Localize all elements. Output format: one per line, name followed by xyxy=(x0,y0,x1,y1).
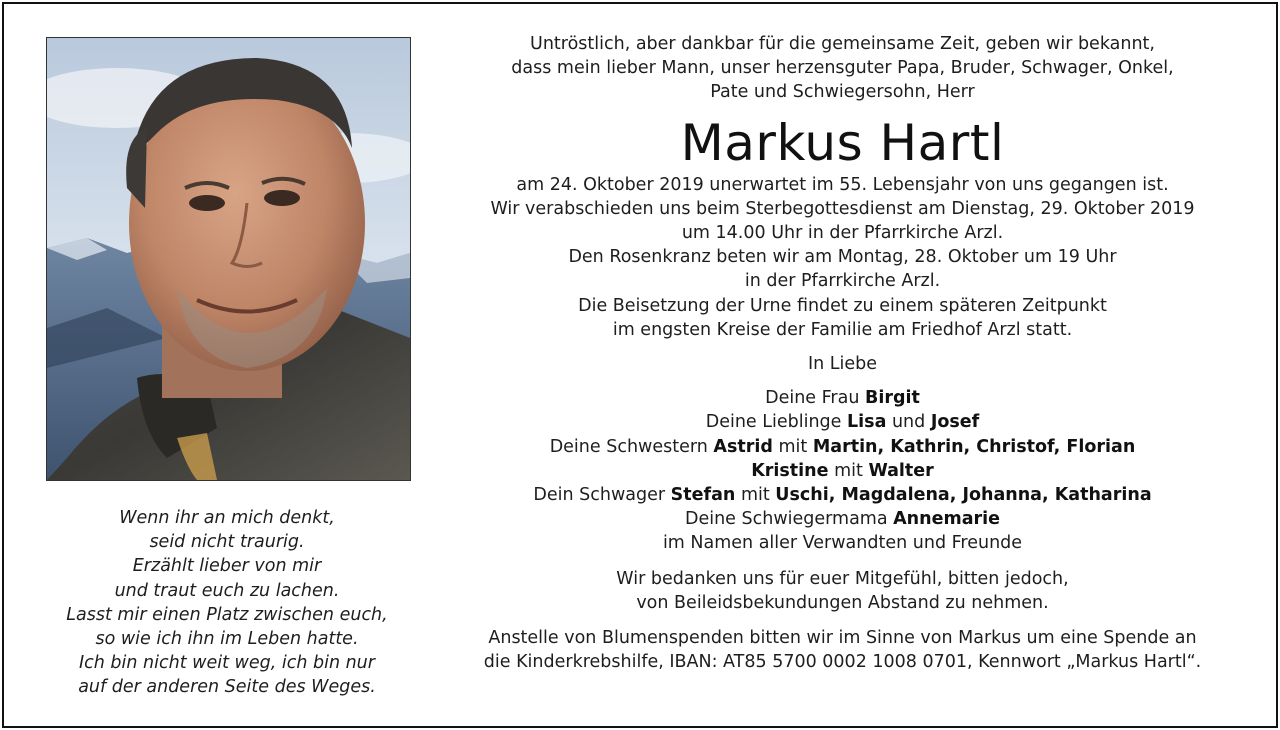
announcement-line: Die Beisetzung der Urne findet zu einem späteren Zeitpunkt xyxy=(578,295,1107,316)
donation-line: Anstelle von Blumenspenden bitten wir im Sinne von Markus um eine Spende an xyxy=(488,628,1197,649)
mourner-name: Birgit xyxy=(865,388,920,409)
mourner-name: Walter xyxy=(868,460,934,481)
intro-line: dass mein lieber Mann, unser herzensguter Papa, Bruder, Schwager, Onkel, xyxy=(511,58,1174,79)
poem-line: Erzählt lieber von mir xyxy=(132,556,322,577)
in-liebe: In Liebe xyxy=(807,354,878,375)
mourner-children: Deine Lieblinge Lisa und Josef xyxy=(705,412,980,433)
mourner-name: Lisa xyxy=(847,412,887,433)
poem xyxy=(40,506,414,700)
mourner-name: Uschi, Magdalena, Johanna, Katharina xyxy=(775,485,1152,506)
mourner-mother-in-law: Deine Schwiegermama Annemarie xyxy=(684,509,1001,530)
mourner-name: Josef xyxy=(930,412,980,433)
poem-line: Ich bin nicht weit weg, ich bin nur xyxy=(79,653,375,674)
deceased-name: Markus Hartl xyxy=(680,113,1005,172)
portrait-photo xyxy=(46,37,411,481)
mourner-relatives: im Namen aller Verwandten und Freunde xyxy=(662,533,1023,554)
announcement-line: Den Rosenkranz beten wir am Montag, 28. Oktober um 19 Uhr xyxy=(568,247,1117,268)
intro-line: Pate und Schwiegersohn, Herr xyxy=(710,82,975,103)
intro-line: Untröstlich, aber dankbar für die gemeinsame Zeit, geben wir bekannt, xyxy=(530,34,1155,54)
mourner-name: Martin, Kathrin, Christof, Florian xyxy=(812,436,1136,457)
mourner-sister2: Kristine mit Walter xyxy=(751,460,934,481)
thanks-line: Wir bedanken uns für euer Mitgefühl, bitten jedoch, xyxy=(616,568,1069,589)
announcement-line: in der Pfarrkirche Arzl. xyxy=(744,271,941,292)
announcement-line: am 24. Oktober 2019 unerwartet im 55. Lebensjahr von uns gegangen ist. xyxy=(516,174,1169,195)
poem-line: Lasst mir einen Platz zwischen euch, xyxy=(66,604,388,625)
mourner-wife: Deine Frau Birgit xyxy=(765,388,920,409)
thanks-line: von Beileidsbekundungen Abstand zu nehmen. xyxy=(636,592,1049,613)
mourner-sisters: Deine Schwestern Astrid mit Martin, Kathrin, Christof, Florian xyxy=(549,436,1136,457)
poem-line: so wie ich ihn im Leben hatte. xyxy=(95,629,359,650)
mourner-name: Stefan xyxy=(670,485,736,506)
announcement-line: im engsten Kreise der Familie am Friedhof Arzl statt. xyxy=(612,319,1073,340)
mourner-name: Annemarie xyxy=(893,509,1001,530)
notice-text xyxy=(440,32,1245,674)
mourner-name: Kristine xyxy=(751,460,829,481)
mourner-name: Astrid xyxy=(713,436,773,457)
announcement-line: um 14.00 Uhr in der Pfarrkirche Arzl. xyxy=(681,223,1004,244)
mourner-brother-in-law: Dein Schwager Stefan mit Uschi, Magdalena, Johanna, Katharina xyxy=(533,485,1152,506)
poem-line: seid nicht traurig. xyxy=(149,532,305,553)
announcement-line: Wir verabschieden uns beim Sterbegottesdienst am Dienstag, 29. Oktober 2019 xyxy=(490,198,1195,219)
poem-line: und traut euch zu lachen. xyxy=(114,580,340,601)
poem-line: auf der anderen Seite des Weges. xyxy=(78,677,376,698)
donation-line: die Kinderkrebshilfe, IBAN: AT85 5700 0002 1008 0701, Kennwort „Markus Hartl“. xyxy=(483,652,1202,673)
poem-line: Wenn ihr an mich denkt, xyxy=(119,508,335,528)
